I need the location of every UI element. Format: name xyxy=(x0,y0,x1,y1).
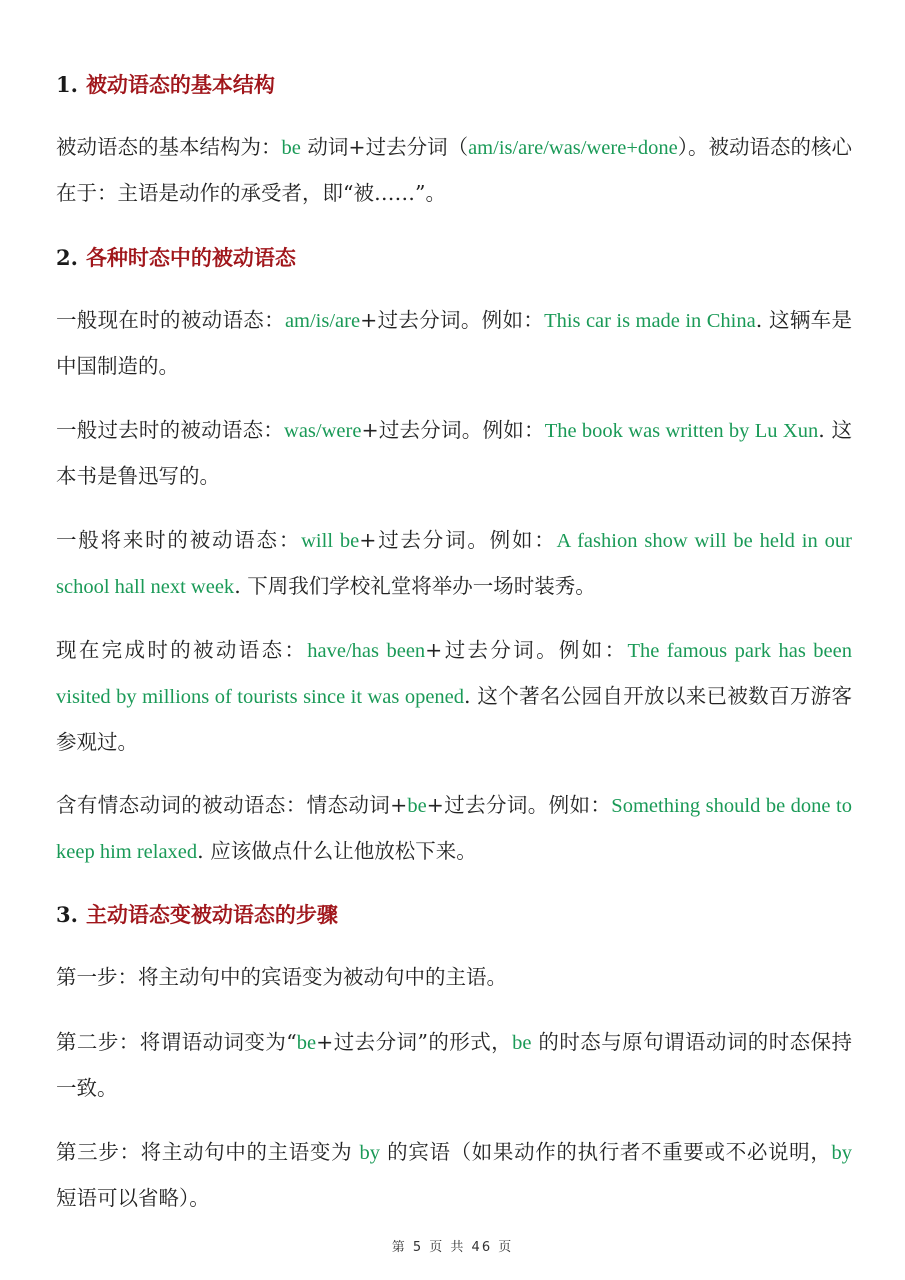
english-term: be xyxy=(512,1032,532,1054)
text-run: 第三步：将主动句中的主语变为 xyxy=(56,1140,360,1164)
text-run: +过去分词。例如： xyxy=(425,638,628,662)
text-run: 第一步：将主动句中的宾语变为被动句中的主语。 xyxy=(56,965,507,989)
example-sentence: This car is made in China xyxy=(544,310,756,332)
english-term: was/were xyxy=(284,420,362,442)
text-run: 一般过去时的被动语态： xyxy=(56,418,285,442)
english-term: am/is/are xyxy=(284,310,361,332)
section-title: 被动语态的基本结构 xyxy=(85,72,275,97)
english-term: will be xyxy=(301,530,360,552)
text-run: 的宾语（如果动作的执行者不重要或不必说明， xyxy=(379,1140,832,1164)
paragraph-modal-verbs xyxy=(56,783,852,875)
paragraph-simple-present xyxy=(56,298,852,389)
english-term: am/is/are/was/were+done xyxy=(468,137,678,159)
translation: . 这辆车是中国制造的。 xyxy=(56,308,852,378)
section-heading-1 xyxy=(56,70,275,100)
english-term: by xyxy=(359,1142,380,1164)
example-sentence: The famous park has been visited by millions of tourists since it was opened xyxy=(56,640,852,708)
text-run: +过去分词。例如： xyxy=(361,418,545,442)
paragraph-present-perfect xyxy=(56,628,852,765)
paragraph-step-1 xyxy=(56,955,852,1000)
section-number: 3. xyxy=(56,902,78,927)
english-term: have/has been xyxy=(307,640,426,662)
translation: . 下周我们学校礼堂将举办一场时装秀。 xyxy=(234,574,596,598)
paragraph-step-3 xyxy=(56,1130,852,1221)
english-term: be xyxy=(296,1032,317,1054)
paragraph-basic-structure xyxy=(56,125,852,216)
example-sentence: The book was written by Lu Xun xyxy=(544,420,819,442)
section-title: 主动语态变被动语态的步骤 xyxy=(85,902,338,927)
text-run: 一般现在时的被动语态： xyxy=(56,308,285,332)
text-run: 动词+过去分词（ xyxy=(300,135,469,159)
text-run: +过去分词。例如： xyxy=(426,793,612,817)
text-run: +过去分词”的形式， xyxy=(316,1030,513,1054)
paragraph-simple-future xyxy=(56,518,852,610)
section-heading-2 xyxy=(56,243,296,273)
section-title: 各种时态中的被动语态 xyxy=(85,245,296,270)
section-number: 1. xyxy=(56,72,78,97)
text-run: 一般将来时的被动语态： xyxy=(56,528,302,552)
english-term: be xyxy=(281,137,301,159)
text-run: 短语可以省略）。 xyxy=(56,1186,210,1210)
example-sentence: A fashion show will be held in our school hall next week xyxy=(56,530,852,598)
text-run: +过去分词。例如： xyxy=(360,308,545,332)
section-number: 2. xyxy=(56,245,78,270)
section-heading-3 xyxy=(56,900,338,930)
page-number-footer: 第 5 页 共 46 页 xyxy=(391,1240,514,1255)
paragraph-simple-past xyxy=(56,408,852,499)
example-sentence: Something should be done to keep him relaxed xyxy=(56,795,852,863)
text-run: 现在完成时的被动语态： xyxy=(56,638,308,662)
english-term: by xyxy=(831,1142,853,1164)
paragraph-step-2 xyxy=(56,1020,852,1111)
text-run: 的时态与原句谓语动词的时态保持一致。 xyxy=(56,1030,852,1100)
text-run: 含有情态动词的被动语态：情态动词+ xyxy=(56,793,408,817)
text-run: +过去分词。例如： xyxy=(359,528,557,552)
translation: . 这本书是鲁迅写的。 xyxy=(56,418,852,488)
translation: . 这个著名公园自开放以来已被数百万游客参观过。 xyxy=(56,684,852,754)
translation: . 应该做点什么让他放松下来。 xyxy=(197,839,477,863)
text-run: 第二步：将谓语动词变为“ xyxy=(56,1030,297,1054)
text-run: 被动语态的基本结构为： xyxy=(56,135,282,159)
english-term: be xyxy=(407,795,427,817)
text-run: ）。被动语态的核心在于：主语是动作的承受者，即“被……”。 xyxy=(56,135,852,205)
